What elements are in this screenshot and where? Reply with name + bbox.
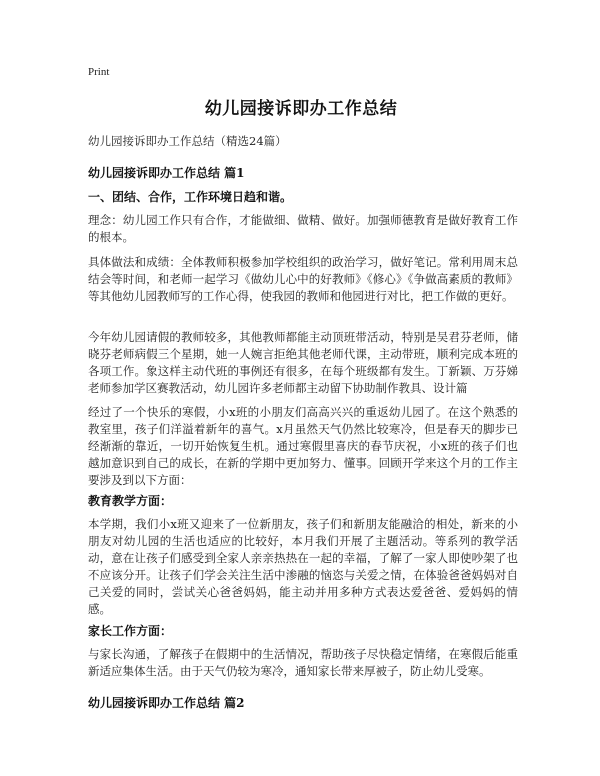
paragraph-3: 今年幼儿园请假的教师较多，其他教师都能主动顶班带活动，特别是吴君芬老师，储晓芬老师病假三个星期，她一人婉言拒绝其他老师代课，主动带班，顺利完成本班的各项工作。象这样主动代班的事例还有很多，在每个班级都有发生。丁新颖、万芬娣老师参加学区赛教活动，幼儿园许多老师都主动留下协助制作教具、设计篇 (88, 330, 518, 395)
paragraph-parents: 与家长沟通，了解孩子在假期中的生活情况，帮助孩子尽快稳定情绪，在寒假后能重新适应集体生活。由于天气仍较为寒冷，通知家长带来厚被子，防止幼儿受寒。 (88, 647, 518, 678)
section-heading-2: 幼儿园接诉即办工作总结 篇2 (88, 696, 245, 710)
paragraph-teaching: 本学期，我们小x班又迎来了一位新朋友，孩子们和新朋友能融洽的相处，新来的小朋友对幼儿园的生活也适应的比较好，本月我们开展了主题活动。等系列的教学活动，意在让孩子们感受到全家人亲亲热热在一起的幸福，了解了一家人即使吵架了也不应该分开。让孩子们学会关注生活中渗融的恼恣与关爱之情，在体验爸爸妈妈对自己关爱的同时，尝试关心爸爸妈妈，能主动并用多种方式表达爱爸爸、爱妈妈的情感。 (88, 517, 518, 616)
paragraph-4: 经过了一个快乐的寒假，小x班的小朋友们高高兴兴的重返幼儿园了。在这个熟悉的教室里，孩子们洋溢着新年的喜气。x月虽然天气仍然比较寒冷，但是春天的脚步已经渐渐的靠近，一切开始恢复生机。通过寒假里喜庆的春节庆祝，小x班的孩子们也越加意识到自己的成长，在新的学期中更加努力、懂事。回顾开学来这个月的工作主要涉及到以下方面： (88, 405, 518, 487)
section-subheading-1: 一、团结、合作，工作环境日趋和谐。 (88, 190, 293, 204)
print-label: Print (88, 66, 110, 78)
document-title: 幼儿园接诉即办工作总结 (204, 99, 398, 119)
paragraph-2: 具体做法和成绩：全体教师积极参加学校组织的政治学习，做好笔记。常利用周末总结会等时间，和老师一起学习《做幼儿心中的好教师》《修心》《争做高素质的教师》等其他幼儿园教师写的工作心得，使我园的教师和他园进行对比，把工作做的更好。 (88, 255, 518, 303)
document-subtitle: 幼儿园接诉即办工作总结（精选24篇） (88, 134, 287, 148)
paragraph-1: 理念：幼儿园工作只有合作，才能做细、做精、做好。加强师德教育是做好教育工作的根本。 (88, 213, 518, 244)
section-heading-teaching: 教育教学方面： (88, 494, 173, 508)
section-heading-1: 幼儿园接诉即办工作总结 篇1 (88, 166, 245, 180)
section-heading-parents: 家长工作方面： (88, 624, 173, 638)
